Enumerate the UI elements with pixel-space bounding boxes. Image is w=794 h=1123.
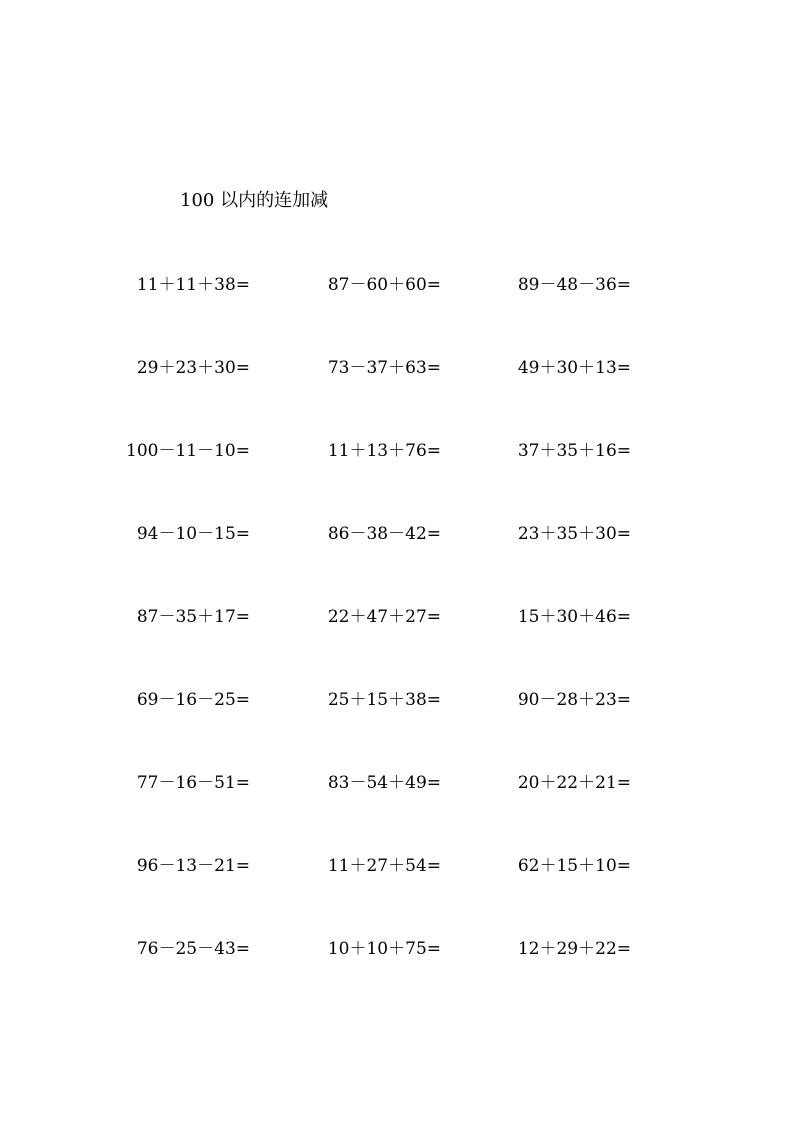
problem-r4-c3: 23＋35＋30=	[517, 524, 631, 544]
problem-r9-c1: 76－25－43=	[136, 939, 250, 959]
problem-r1-c2: 87－60＋60=	[327, 275, 441, 295]
problem-r4-c1: 94－10－15=	[136, 524, 250, 544]
problem-r1-c3: 89－48－36=	[517, 275, 631, 295]
problem-r3-c2: 11＋13＋76=	[327, 441, 441, 461]
problem-r5-c2: 22＋47＋27=	[327, 607, 441, 627]
problem-r4-c2: 86－38－42=	[327, 524, 441, 544]
problem-r1-c1: 11＋11＋38=	[136, 275, 250, 295]
problem-r5-c3: 15＋30＋46=	[517, 607, 631, 627]
problem-r6-c3: 90－28＋23=	[517, 690, 631, 710]
problem-r3-c1: 100－11－10=	[126, 441, 250, 461]
problem-r2-c2: 73－37＋63=	[327, 358, 441, 378]
problem-r7-c1: 77－16－51=	[136, 773, 250, 793]
problem-r2-c3: 49＋30＋13=	[517, 358, 631, 378]
problem-r6-c1: 69－16－25=	[136, 690, 250, 710]
worksheet-title: 100 以内的连加减	[180, 190, 329, 211]
problem-r5-c1: 87－35＋17=	[136, 607, 250, 627]
problem-r9-c2: 10＋10＋75=	[327, 939, 441, 959]
problem-r2-c1: 29＋23＋30=	[136, 358, 250, 378]
problem-r7-c2: 83－54＋49=	[327, 773, 441, 793]
problem-r3-c3: 37＋35＋16=	[517, 441, 631, 461]
problem-r8-c2: 11＋27＋54=	[327, 856, 441, 876]
problem-r8-c1: 96－13－21=	[136, 856, 250, 876]
problem-r8-c3: 62＋15＋10=	[517, 856, 631, 876]
problem-r6-c2: 25＋15＋38=	[327, 690, 441, 710]
problem-r7-c3: 20＋22＋21=	[517, 773, 631, 793]
problem-r9-c3: 12＋29＋22=	[517, 939, 631, 959]
